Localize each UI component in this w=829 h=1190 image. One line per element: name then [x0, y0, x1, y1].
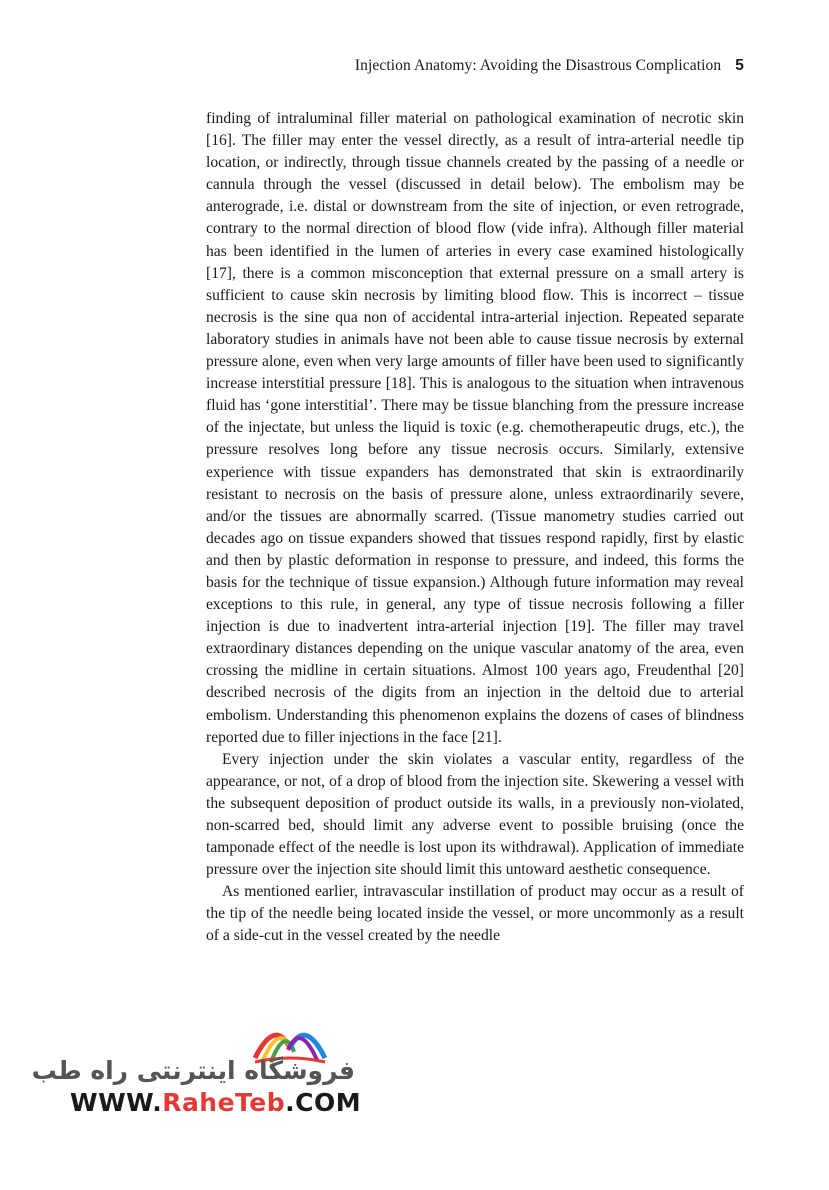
running-header [206, 57, 744, 75]
watermark-url [70, 1088, 361, 1117]
watermark-url-prefix: WWW. [70, 1088, 163, 1117]
page-number: 5 [735, 57, 744, 74]
running-title: Injection Anatomy: Avoiding the Disastrous Complication [354, 57, 722, 74]
watermark-persian-text: فروشگاه اینترنتی راه طب [31, 1056, 355, 1085]
watermark [31, 1008, 362, 1128]
paragraph-3: As mentioned earlier, intravascular instillation of product may occur as a result of the tip of the needle being located inside the vessel, or more uncommonly as a result of a side-cut in the vessel created by the needle [206, 883, 744, 945]
watermark-url-brand: RaheTeb [162, 1088, 286, 1117]
article-body [206, 108, 744, 948]
paragraph-2: Every injection under the skin violates a vascular entity, regardless of the appearance, or not, of a drop of blood from the injection site. Skewering a vessel with the subsequent deposition of product outside its walls, in a previously non-violated, non-scarred bed, should limit any adverse event to possible bruising (once the tamponade effect of the needle is lost upon its withdrawal). Application of immediate pressure over the injection site should limit this untoward aesthetic consequence. [206, 750, 744, 879]
watermark-url-suffix: .COM [285, 1088, 362, 1117]
paragraph-1: finding of intraluminal filler material on pathological examination of necrotic skin [16]. The filler may enter the vessel directly, as a result of intra-arterial needle tip location, or indirectly, through tissue channels created by the passing of a needle or cannula through the vessel (discussed in detail below). The embolism may be anterograde, i.e. distal or downstream from the site of injection, or even retrograde, contrary to the normal direction of blood flow (vide infra). Although filler material has been identified in the lumen of arteries in every case examined histologically [17], there is a common misconception that external pressure on a small artery is sufficient to cause skin necrosis by limiting blood flow. This is incorrect – tissue necrosis is the sine qua non of accidental intra-arterial injection. Repeated separate laboratory studies in animals have not been able to cause tissue necrosis by external pressure alone, even when very large amounts of filler have been used to significantly increase interstitial pressure [18]. This is analogous to the situation when intravenous fluid has ‘gone interstitial’. There may be tissue blanching from the pressure increase of the injectate, but unless the liquid is toxic (e.g. chemotherapeutic drugs, etc.), the pressure resolves long before any tissue necrosis occurs. Similarly, extensive experience with tissue expanders has demonstrated that skin is extraordinarily resistant to necrosis on the basis of pressure alone, unless extraordinarily severe, and/or the tissues are abnormally scarred. (Tissue manometry studies carried out decades ago on tissue expanders showed that tissues respond rapidly, first by elastic and then by plastic deformation in response to pressure, and indeed, this forms the basis for the technique of tissue expansion.) Although future information may reveal exceptions to this rule, in general, any type of tissue necrosis following a filler injection is due to inadvertent intra-arterial injection [19]. The filler may travel extraordinary distances depending on the unique vascular anatomy of the area, even crossing the midline in certain situations. Almost 100 years ago, Freudenthal [20] described necrosis of the digits from an injection in the deltoid due to arterial embolism. Understanding this phenomenon explains the dozens of cases of blindness reported due to filler injections in the face [21]. [206, 110, 744, 746]
